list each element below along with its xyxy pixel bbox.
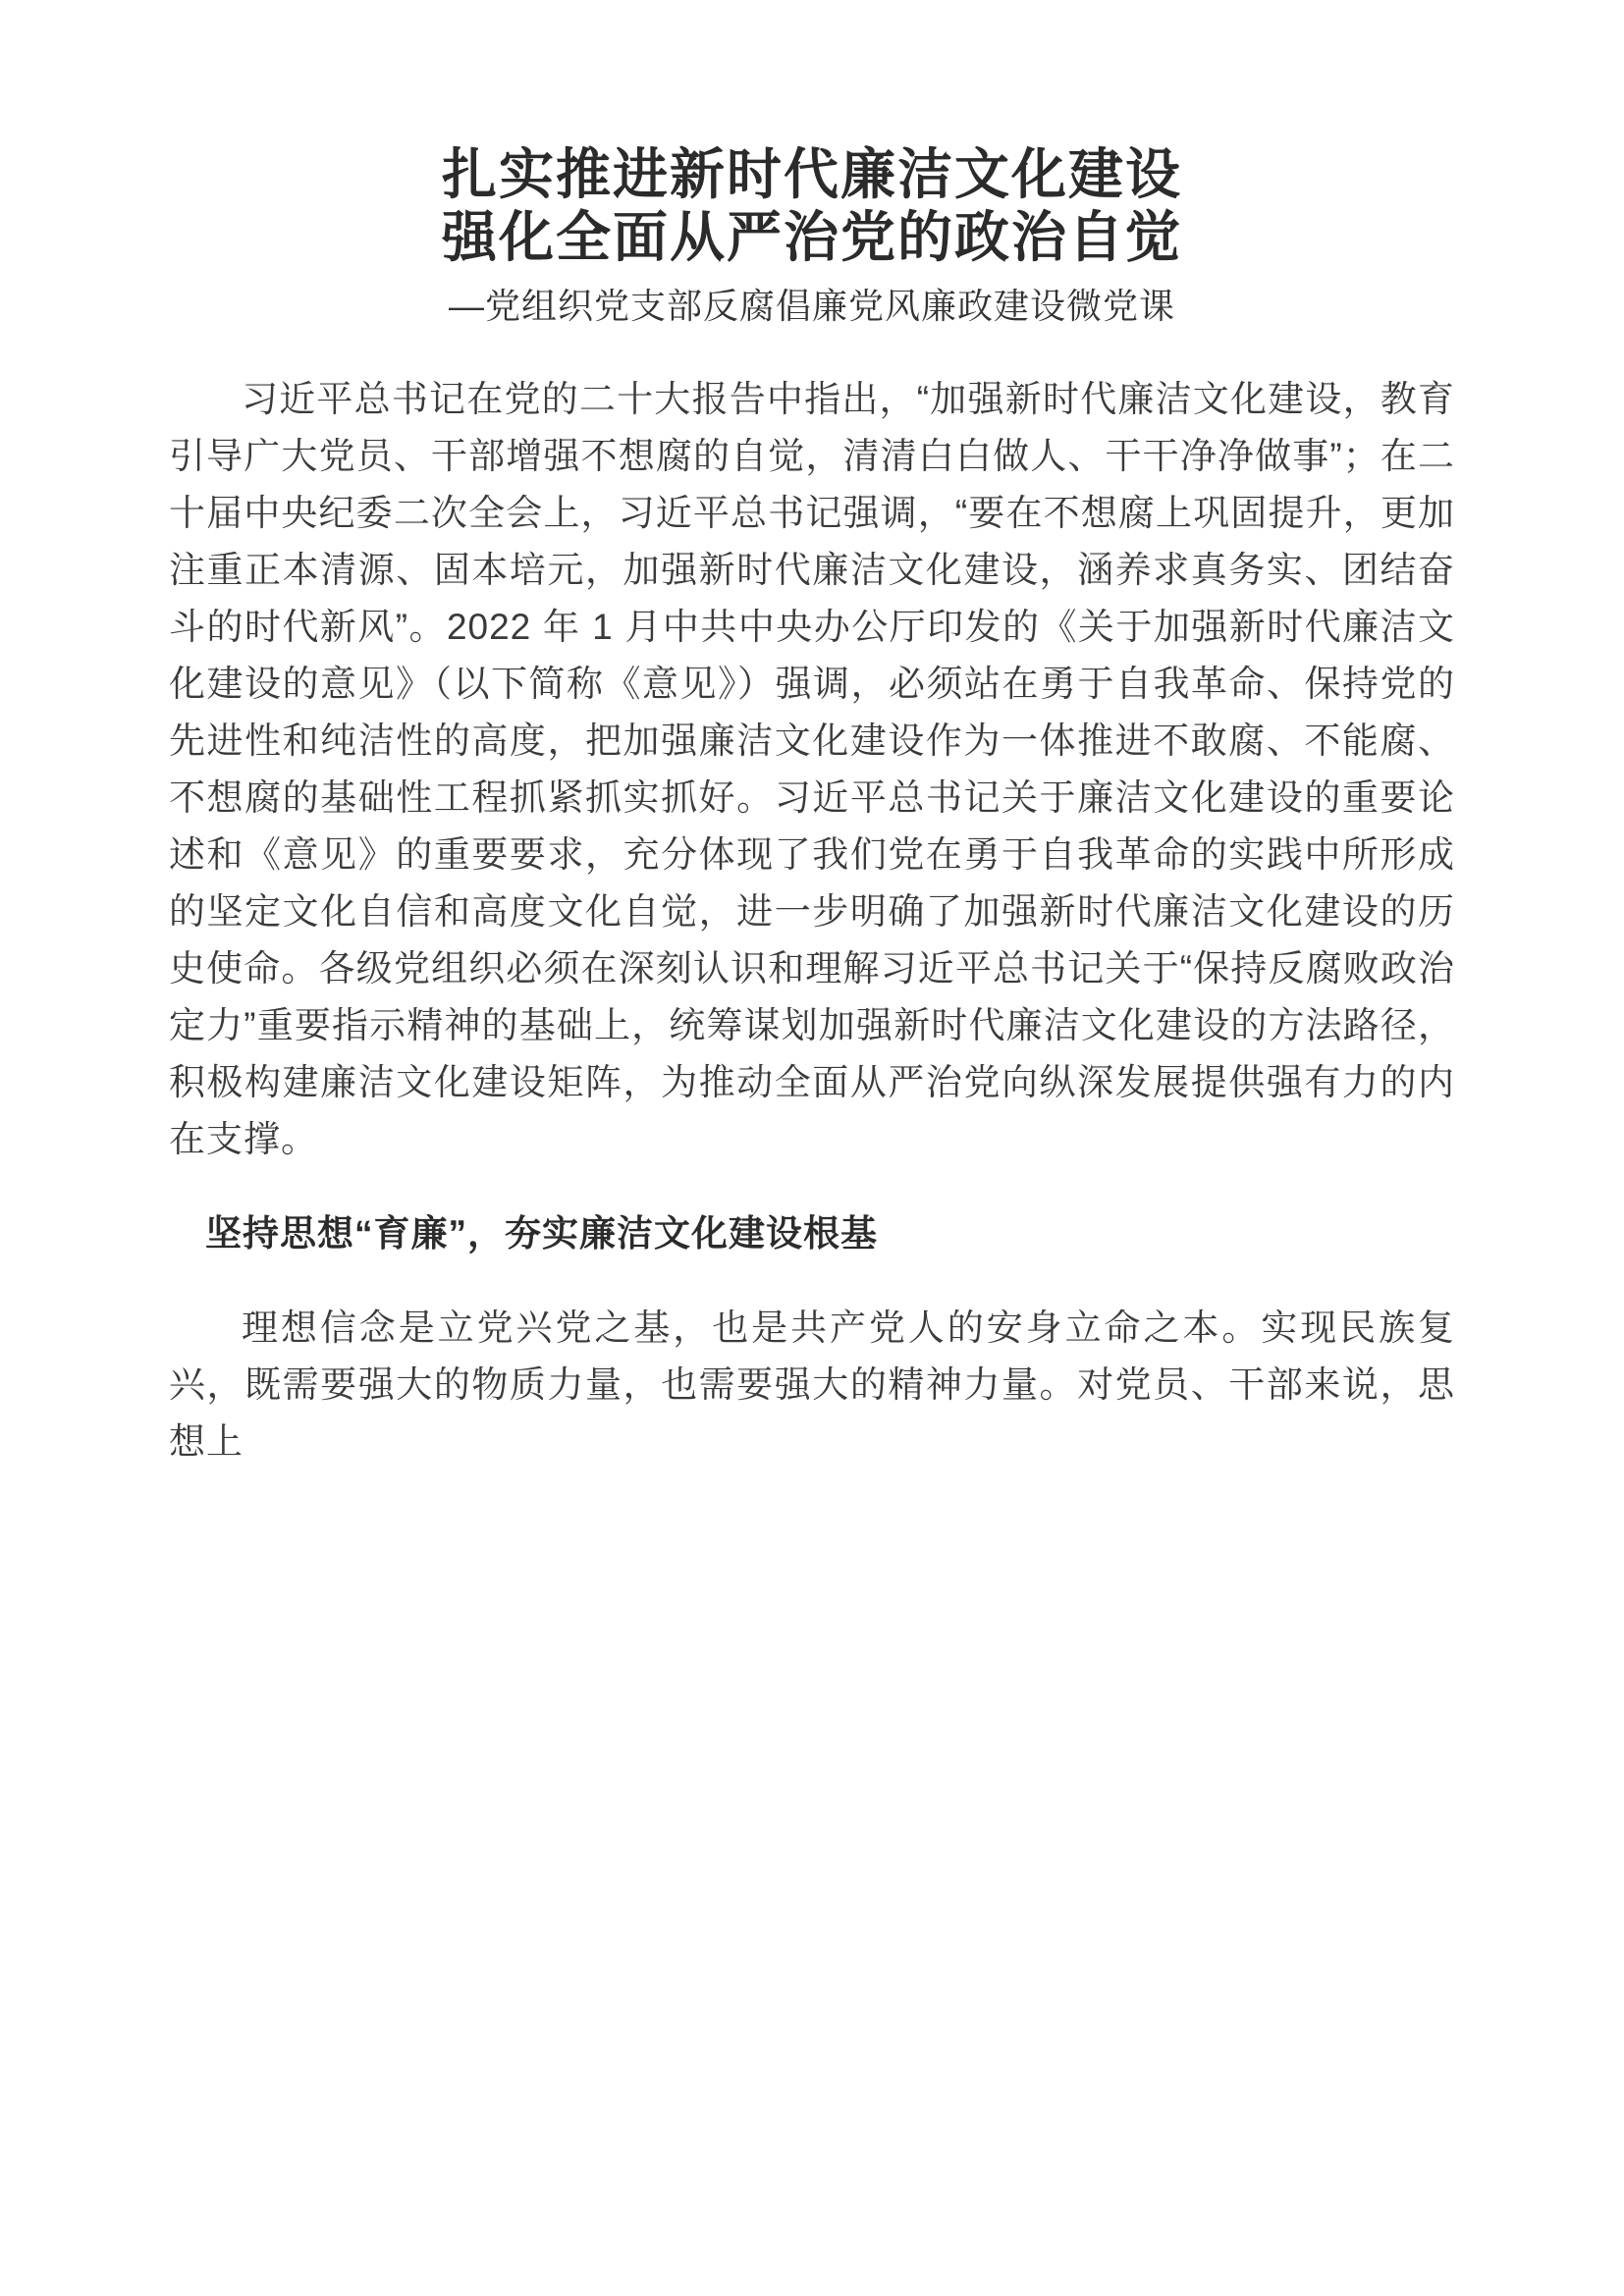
title-line-1: 扎实推进新时代廉洁文化建设 [442,143,1182,205]
paragraph-section-1: 理想信念是立党兴党之基，也是共产党人的安身立命之本。实现民族复兴，既需要强大的物质力量，也需要强大的精神力量。对党员、干部来说，思想上 [169,1308,1455,1462]
document-title [169,143,1455,269]
document-subtitle: —党组织党支部反腐倡廉党风廉政建设微党课 [448,286,1175,326]
paragraph-intro: 习近平总书记在党的二十大报告中指出，“加强新时代廉洁文化建设，教育引导广大党员、干部增强不想腐的自觉，清清白白做人、干干净净做事”；在二十届中央纪委二次全会上，习近平总书记强调，“要在不想腐上巩固提升，更加注重正本清源、固本培元，加强新时代廉洁文化建设，涵养求真务实、团结奋斗的时代新风”。2022 年 1 月中共中央办公厅印发的《关于加强新时代廉洁文化建设的意见》（以下简称《意见》）强调，必须站在勇于自我革命、保持党的先进性和纯洁性的高度，把加强廉洁文化建设作为一体推进不敢腐、不能腐、不想腐的基础性工程抓紧抓实抓好。习近平总书记关于廉洁文化建设的重要论述和《意见》的重要要求，充分体现了我们党在勇于自我革命的实践中所形成的坚定文化自信和高度文化自觉，进一步明确了加强新时代廉洁文化建设的历史使命。各级党组织必须在深刻认识和理解习近平总书记关于“保持反腐败政治定力”重要指示精神的基础上，统筹谋划加强新时代廉洁文化建设的方法路径，积极构建廉洁文化建设矩阵，为推动全面从严治党向纵深发展提供强有力的内在支撑。 [169,379,1455,1159]
document-body [169,371,1455,1470]
section-heading-1: 坚持思想“育廉”，夯实廉洁文化建设根基 [205,1213,878,1254]
title-line-2: 强化全面从严治党的政治自觉 [442,206,1182,268]
